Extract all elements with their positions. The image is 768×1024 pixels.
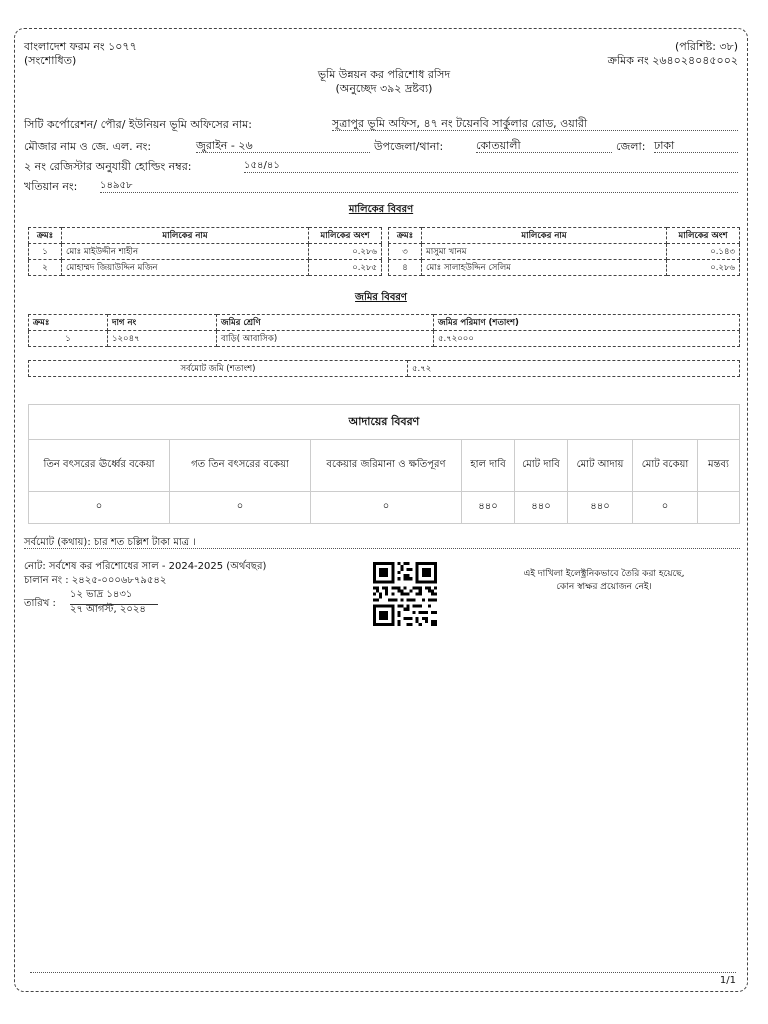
land-col-amount: জমির পরিমাণ (শতাংশ) — [434, 315, 740, 331]
table-row — [389, 244, 740, 260]
total-in-words: সর্বমোট (কথায়): চার শত চল্লিশ টাকা মাত্র । — [24, 537, 196, 548]
payment-col-total-collected: মোট আদায় — [568, 440, 633, 492]
land-class: বাড়ি( আবাসিক) — [217, 331, 434, 347]
land-section-title: জমির বিবরণ — [355, 292, 407, 303]
table-row — [29, 244, 382, 260]
district-label: জেলা: — [616, 140, 646, 153]
payment-value: ০ — [311, 492, 462, 524]
payment-col-total-due: মোট বকেয়া — [633, 440, 698, 492]
owner-share: ০.২৮৬ — [309, 244, 382, 260]
owner-name: মোঃ সালাহউদ্দিন সেলিম — [422, 260, 667, 276]
holding-value: ১৫৪/৪১ — [244, 158, 738, 173]
page-number: 1/1 — [719, 975, 736, 986]
payment-col-last-three-years: গত তিন বৎসরের বকেয়া — [170, 440, 311, 492]
challan-number: চালান নং : ২৪২৫-০০০৬৮৭৯৫৪২ — [24, 575, 167, 586]
table-row — [29, 331, 740, 347]
office-label: সিটি কর্পোরেশন/ পৌর/ ইউনিয়ন ভূমি অফিসের নাম: — [24, 118, 252, 131]
owner-serial: ৩ — [389, 244, 422, 260]
payment-value: ৪৪০ — [515, 492, 568, 524]
land-total-table — [28, 360, 740, 377]
payment-value: ০ — [633, 492, 698, 524]
table-row — [29, 492, 740, 524]
khatian-value: ১৪৯৫৮ — [100, 178, 738, 193]
owner-serial: ৪ — [389, 260, 422, 276]
payment-col-over-three-years: তিন বৎসরের ঊর্ধ্বের বকেয়া — [29, 440, 170, 492]
land-total-value: ৫.৭২ — [408, 361, 740, 377]
land-table — [28, 314, 740, 347]
owner-col-name: মালিকের নাম — [422, 228, 667, 244]
electronic-note-line1: এই দাখিলা ইলেক্ট্রনিকভাবে তৈরি করা হয়েছে, — [523, 569, 685, 579]
land-dag: ১২০৪৭ — [108, 331, 217, 347]
payment-value — [698, 492, 740, 524]
form-number: বাংলাদেশ ফরম নং ১০৭৭ — [24, 40, 137, 53]
land-amount: ৫.৭২০০০ — [434, 331, 740, 347]
last-payment-note: নোট: সর্বশেষ কর পরিশোধের সাল - 2024-2025 (অর্থবছর) — [24, 561, 267, 572]
payment-title: আদায়ের বিবরণ — [29, 405, 740, 440]
payment-value: ০ — [29, 492, 170, 524]
owner-table-right — [388, 227, 740, 276]
owner-col-share: মালিকের অংশ — [667, 228, 740, 244]
payment-value: ০ — [170, 492, 311, 524]
owner-col-serial: ক্রমঃ — [29, 228, 62, 244]
land-col-serial: ক্রমঃ — [29, 315, 108, 331]
serial-number: ক্রমিক নং ২৬৪০২৪০৪৫০০২ — [607, 54, 738, 67]
electronic-note-line2: কোন স্বাক্ষর প্রয়োজন নেই। — [556, 582, 652, 592]
office-value: সূত্রাপুর ভূমি অফিস, ৪৭ নং টয়েনবি সার্কুলার রোড, ওয়ারী — [332, 115, 738, 131]
payment-table — [28, 404, 740, 524]
payment-col-total-demand: মোট দাবি — [515, 440, 568, 492]
date-english: ২৭ আগস্ট, ২০২৪ — [70, 604, 146, 615]
owner-name: মাসুমা খানম — [422, 244, 667, 260]
land-col-class: জমির শ্রেণি — [217, 315, 434, 331]
land-col-dag: দাগ নং — [108, 315, 217, 331]
land-total-label: সর্বমোট জমি (শতাংশ) — [29, 361, 408, 377]
payment-col-fine: বকেয়ার জরিমানা ও ক্ষতিপূরণ — [311, 440, 462, 492]
table-row — [29, 260, 382, 276]
mouza-label: মৌজার নাম ও জে. এল. নং: — [24, 140, 152, 153]
date-bangla: ১২ ভাদ্র ১৪৩১ — [70, 587, 158, 605]
district-value: ঢাকা — [654, 137, 738, 153]
owner-col-share: মালিকের অংশ — [309, 228, 382, 244]
payment-col-remarks: মন্তব্য — [698, 440, 740, 492]
divider — [24, 548, 740, 549]
payment-value: ৪৪০ — [462, 492, 515, 524]
owner-share: ০.২৮৫ — [309, 260, 382, 276]
land-serial: ১ — [29, 331, 108, 347]
receipt-subtitle: (অনুচ্ছেদ ৩৯২ দ্রষ্টব্য) — [335, 82, 433, 95]
mouza-value: জুরাইন - ২৬ — [196, 137, 370, 153]
owner-name: মোঃ মাইউদ্দীন শাহীন — [62, 244, 309, 260]
owner-col-serial: ক্রমঃ — [389, 228, 422, 244]
owner-serial: ১ — [29, 244, 62, 260]
appendix-label: (পরিশিষ্ট: ৩৮) — [675, 40, 738, 53]
table-row — [389, 260, 740, 276]
owner-serial: ২ — [29, 260, 62, 276]
owner-col-name: মালিকের নাম — [62, 228, 309, 244]
owner-section-title: মালিকের বিবরণ — [348, 204, 414, 215]
owner-name: মোহাম্মদ জিয়াউদ্দিন মজিন — [62, 260, 309, 276]
owner-table-left — [28, 227, 382, 276]
holding-label: ২ নং রেজিস্টার অনুযায়ী হোল্ডিং নম্বর: — [24, 160, 192, 173]
revised-label: (সংশোধিত) — [24, 54, 77, 67]
owner-share: ০.২৮৬ — [667, 260, 740, 276]
upazila-value: কোতয়ালী — [476, 137, 612, 153]
bottom-divider — [30, 972, 736, 973]
receipt-title: ভূমি উন্নয়ন কর পরিশোধ রসিদ — [317, 68, 451, 81]
date-label: তারিখ : — [24, 598, 56, 609]
upazila-label: উপজেলা/থানা: — [374, 140, 444, 153]
table-row — [29, 361, 740, 377]
payment-value: ৪৪০ — [568, 492, 633, 524]
owner-share: ০.১৪৩ — [667, 244, 740, 260]
khatian-label: খতিয়ান নং: — [24, 180, 78, 193]
qr-code-icon — [372, 562, 438, 626]
payment-col-current-demand: হাল দাবি — [462, 440, 515, 492]
